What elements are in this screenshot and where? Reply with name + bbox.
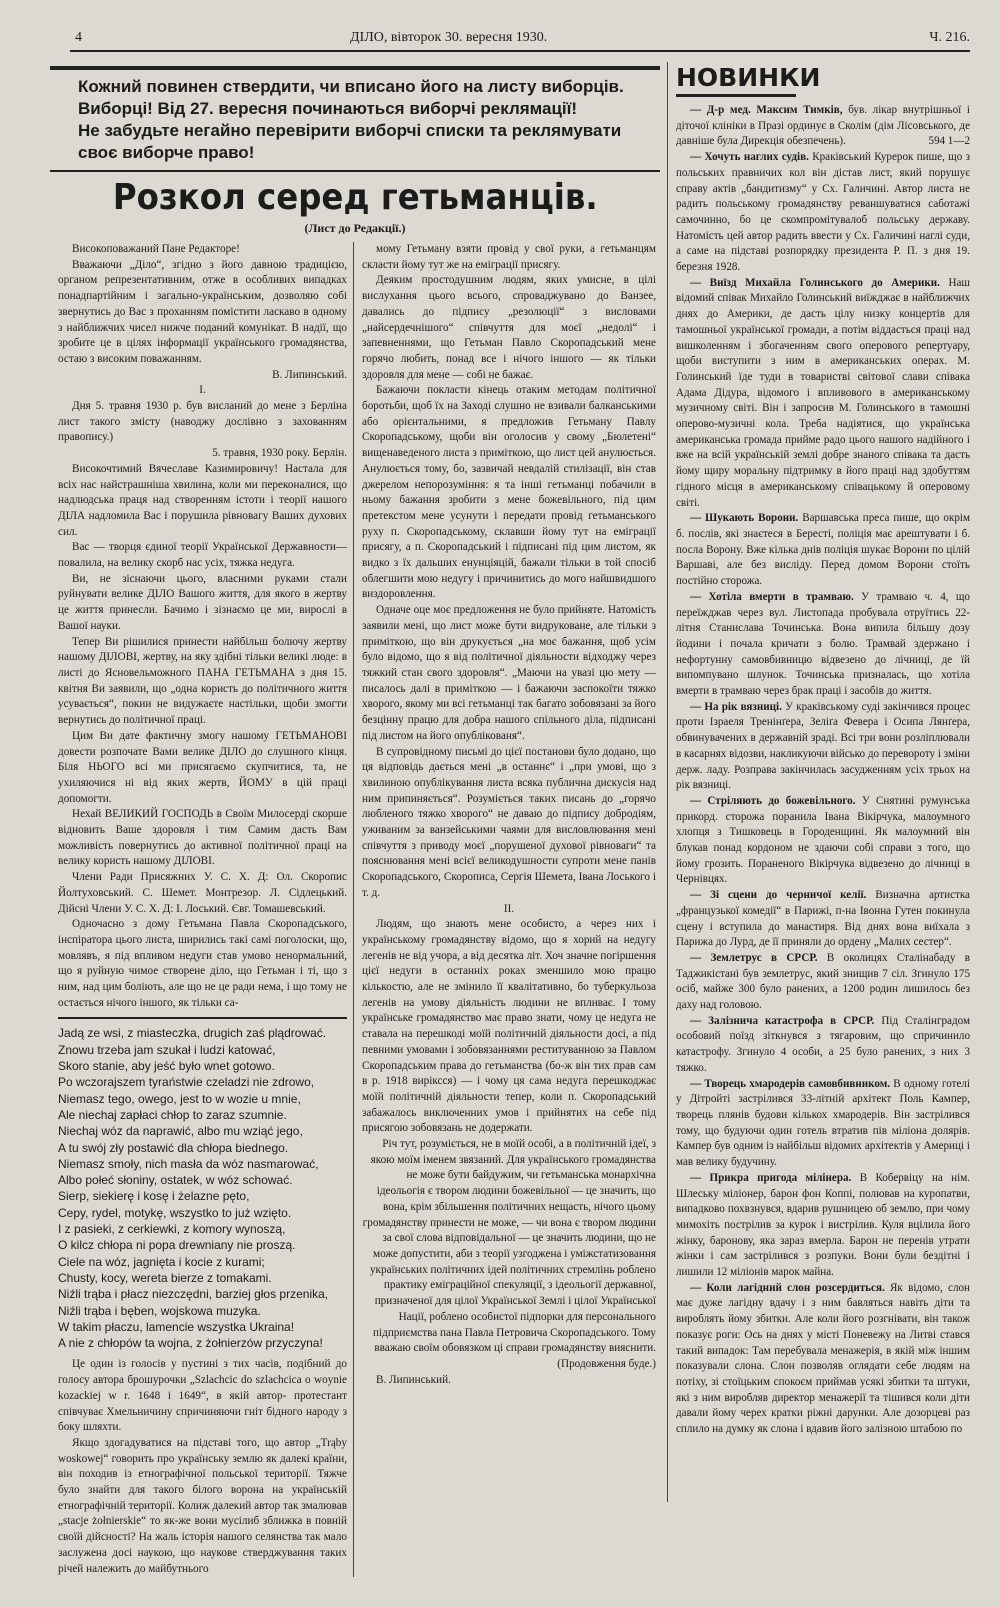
article-subtitle: (Лист до Редакції.) bbox=[304, 221, 406, 235]
paragraph: Високоповажаний Пане Редакторе! bbox=[72, 243, 240, 255]
news-item-text: Визначна артистка „французької комедії“ в Парижі, п-на Івонна Гутен покинула сцену і вступила до манастиря. Від днях вона виїхала з Парижа до Лурд, де її приняли до ордену „Малих сестер“. bbox=[676, 889, 970, 949]
news-item-title: — Хочуть наглих судів. bbox=[690, 151, 809, 164]
paragraph: Niemasz tego, owego, jest to w wozie u mnie, bbox=[58, 1091, 301, 1106]
paragraph: мому Гетьману взяти провід у свої руки, а гетьманцям скласти йому тут же на еміграції присягу. bbox=[362, 243, 656, 271]
news-item bbox=[676, 700, 970, 794]
news-item bbox=[676, 1281, 970, 1438]
news-item-title: — Виїзд Михайла Голинського до Америки. bbox=[690, 276, 940, 289]
paragraph: II. bbox=[503, 902, 515, 915]
paragraph: Вас — творця єдиної теорії Української Державности— повалила, на велику скорб нас усіх, тяжка недуга. bbox=[58, 541, 347, 570]
news-item-text: В околицях Сталінабаду в Таджикістані був землетрус, який знищив 7 сіл. Згинуло 175 осіб, майже 300 було ранених, а 1200 родин лишилось без даху над головою. bbox=[676, 951, 970, 1012]
paragraph: Одночасно з дому Гетьмана Павла Скоропадського, інспіратора цього листа, ширились такі самі поголоски, що, мовлявъ, я під впливом недуги став умово ненормальний, що я руйную чимое створене діло, що Гетьман і ті, що з ним, над цим боліють, але що не це ради нема, і що тому не остається нічого іншого, як тільки са- bbox=[58, 918, 347, 1009]
polish-poem bbox=[58, 1025, 347, 1351]
paragraph: Skoro stanie, aby jeść było wnet gotowo. bbox=[58, 1059, 275, 1074]
news-item bbox=[676, 150, 970, 276]
paragraph: O kilcz chłopa ni popa drewniany nie proszą. bbox=[58, 1238, 296, 1253]
news-item-title: — Д-р мед. Максим Тимків, bbox=[690, 104, 843, 116]
article-column-2 bbox=[362, 242, 656, 1388]
paragraph: Ciele na wóz, jagnięta i kocie z kurami; bbox=[58, 1254, 265, 1269]
news-item-text: Наш відомий співак Михайло Голинський виїжджає в найближчих днях до Америки, де дасть цілу низку концертів для тамошньої української громади, а потім віддасться праці над вишколенням і збогаченням свого оперового репертуару, щоби виступити з ним в американських операх. М. Голинський їде туди в товаристві світової слави співака Адама Дідура, відомого і впливового в американському музичному світі. Він і запросив М. Голинського в тамошні оперово-музичні кола. Треба надіятися, що українська американська громада прийме радо цього нашого надійного і вже на всій українській землі добре знаного співака та дасть йому щиру моральну підтримку в його праці над здобуттям гідного місця в американському співацькому й оперовому світі. bbox=[676, 276, 970, 509]
news-item-title: — Стріляють до божевільного. bbox=[690, 794, 856, 807]
news-heading-rule bbox=[676, 94, 796, 97]
paragraph: Члени Ради Присяжних У. С. Х. Д: Ол. Скоропис Йолтуховський. С. Шемет. Монтрезор. Л. Сідлецький. Дійсні Члени У. С. Х. Д: І. Лоський. Євг. Томашевський. bbox=[58, 871, 347, 915]
paragraph: Ви, не зіснаючи цього, власними руками стали руйнувати велике ДІЛО Вашого життя, для якого в жертву це життя принесли. Бачимо і зізнаємо це ми, вирослі в Вашої науки. bbox=[58, 572, 347, 632]
paragraph: Це один із голосів у пустині з тих часів, подібний до голосу автора брошурочки „Szlachcic do szlachcica o woynie kozackiej w r. 1648 i 1649“, в якій автор- протестант співчуває Хмельничину спричиняючи гніт бідного народу з боку шляхти. bbox=[58, 1358, 347, 1434]
article-title-text: Розкол серед гетьманців. bbox=[112, 177, 598, 218]
paragraph: Po wczorajszem tyraństwie czeladzi nie zdrowo, bbox=[58, 1075, 315, 1090]
paragraph: I. bbox=[199, 384, 206, 397]
news-item bbox=[676, 276, 970, 512]
paragraph: Річ тут, розуміється, не в моїй особі, а в політичній ідеї, з якою моїм іменем звязаний. Для українського громадянства не може бути байдужим, чи гетьманська монархічна ідеольогія є твором людини божевільної — це значить, що вона, крім збільшення політичних нещасть, нічого цьому громадянству принести не може, — чи вона є твором людини за свої слова відповідальної — це значить людини, що не може допустити, аби з теорії узгоджена і уміжстатизовання українських політичних ідей політичних стремлінь роблено практику еміграційної спекуляції, з ідеольогії державної, призначеної для цілої Української Землі і цілої Української Нації, роблено особистої підпорки для персонального підприємства пана Павла Петровича Скоропадського. Тому вважаю своїм обовязком ці справи громадянству вияснити. bbox=[362, 1138, 656, 1355]
paragraph: В. Липинський. bbox=[376, 1373, 451, 1386]
news-item-text: В одному готелі у Дітройті застрілився 33-літній архітект Поль Кампер, творець плянів будови кількох хмародерів. Він застрілився тому, що будуючи один готель втратив пів міліона долярів. Кампер був одним із найбільш відомих архітектів у Америці і мав велику будучину. bbox=[676, 1077, 970, 1169]
news-column bbox=[676, 103, 970, 1438]
paragraph: Niźli trąba i płacz niezczędni, barziej głos przenika, bbox=[58, 1287, 329, 1302]
news-item bbox=[676, 951, 970, 1014]
election-notice bbox=[50, 70, 660, 170]
paragraph: Niemasz smoły, nich masła da wóz nasmarować, bbox=[58, 1156, 319, 1171]
news-item bbox=[676, 1171, 970, 1281]
paragraph: Znowu trzeba jam szukał i ludzi katować, bbox=[58, 1042, 276, 1057]
main-article-area bbox=[50, 66, 660, 1577]
news-item-title: — Землетрус в СРСР. bbox=[690, 951, 818, 964]
paragraph: Нехай ВЕЛИКИЙ ГОСПОДЬ в Своїм Милосерді скорше відновить Ваше здоровля і тим Самим дасть Вам можливість повернутись до активної політичної праці на велику користь нашому ДІЛОВІ. bbox=[58, 808, 347, 868]
paragraph: Дня 5. травня 1930 р. був висланий до мене з Берліна лист такого змісту (наводжу дослівно з захованням правопису.) bbox=[58, 400, 347, 444]
news-item-title: — Зі сцени до черничої келії. bbox=[690, 889, 867, 902]
news-item-text: У краківському суді закінчився процес проти Ізраеля Тренінґера, Зеліґа Февера і Осипа Лянґера, обвинувачених в державній зраді. Всі три вони розліплювали в касарнях відозви, накликуючи військо до перевороту і зміни держ. ладу. Розправа закінчилась засудженням усіх трьох на рік вязниці. bbox=[676, 700, 970, 792]
notice-bottom-rule bbox=[50, 170, 660, 172]
paragraph: В супровідному письмі до цієї постанови було додано, що ця відповідь дається мені „в останнє“ і „при умові, що з хвилиною опублікування листа всяка публична дискусія над ним припиняється“. Розуміється таких писань до „горячо любленого тяжко хворого“ не даваю до підпису добродіям, уживаним за ванзейськими чаями для висловлювання мені співчуття з приводу моєї „порушеної духової рівноваги“ та пояснювання мені всієї великодушности супроти мене панів Скоропадського, Скорописа, Сергія Шемета, Івана Лоського і т. д. bbox=[362, 745, 656, 899]
news-item-title: — Коли лагідний слон розсердиться. bbox=[690, 1281, 885, 1294]
news-item-title: — Шукають Ворони. bbox=[690, 512, 799, 525]
page-header bbox=[60, 28, 970, 50]
news-item-text: У Снятині румунська прикорд. сторожа поранила Івана Вікірчука, малоумного хлопця з Тишковець в Городенщині. Як малоумний він блукав понад кордоном не здаючи собі справи з того, що йому грозить. Пораненого Вікірчука відвезено до лічниці в Чернівцях. bbox=[676, 794, 970, 886]
news-item bbox=[676, 1014, 970, 1077]
paragraph: Albo połeć słoniny, ostatek, w wóz schować. bbox=[58, 1173, 293, 1188]
right-column bbox=[354, 242, 660, 1577]
news-item-title: — На рік вязниці. bbox=[690, 700, 782, 713]
paragraph: Якщо здогадуватися на підставі того, що автор „Trąby woskowej“ говорить про українську землю як далекі країни, він походив із етнографічної польської території. Тяжче було знайти для такого білого ворона на українській етнографічній території. Колиж далекий автор так змалював „stacje żołnierskie“ то як-же вони мусілиб зближка в повній своїй дійсності? На жаль історія нашого селянства так мало заслужена досі наукою, що наукове стверджування таких річей належить до майбутнього bbox=[58, 1436, 347, 1575]
paragraph: Деяким простодушним людям, яких умисне, в цілі вислухання цього всього, спроваджувано до Ванзее, давались до підпису „резолюції“ з висловами „найсердечнішого“ співчуття для моєї „недолі“ і запевненнями, що Гетьман Павло Скоропадський мене горячо любить, понад все і нічого іншого — як тільки здоровля для мене — собі не бажає. bbox=[362, 274, 656, 381]
notice-line: Не забудьте негайно перевірити виборчі списки та реклямувати своє виборче право! bbox=[78, 121, 622, 162]
paragraph: В. Липинський. bbox=[272, 368, 347, 381]
news-item-text: Варшавська преса пише, що окрім б. послів, які знаєтеся в Бересті, поліція має арештувати і б. посла Ворону. Вже кілька днів поліція шукає Ворони по цілій Варшаві, але без висліду. Перед домом Ворони стоїть постійно сторожа. bbox=[676, 512, 970, 588]
news-item-title: — Хотіла вмерти в трамваю. bbox=[690, 590, 854, 603]
header-rule bbox=[70, 50, 970, 52]
paragraph: Sierp, siekierę i kosę i żelazne pęto, bbox=[58, 1189, 250, 1204]
paragraph: Cepy, rydel, motykę, wszystko to już wzięto. bbox=[58, 1205, 292, 1220]
column-divider bbox=[667, 62, 668, 1502]
news-item bbox=[676, 794, 970, 888]
news-item-text: Краківський Курерок пише, що з польських правничих кол він дістав лист, який порушує справу актів „бандитизму“ у Сх. Галичині. Автор листа не радить польському громадянству реваншуватися саботажі самочинно, бо це скомпромітувалоб польську державу. Натомість цей автор радить ввести у Сх. Галичині наглі суди, а саме на підставі розпорядку президента Р. П. з дня 19. березня 1928. bbox=[676, 151, 970, 274]
paragraph: Niźli trąba i bęben, wojskowa muzyka. bbox=[58, 1303, 261, 1318]
paragraph: Цим Ви дате фактичну змогу нашому ГЕТЬМАНОВІ довести розпочате Вами велике ДІЛО до слушного кінця. Біля НЬОГО всі ми присягаємо скупчитися, та, не ухиляючися ні від яких жертв, ЙОМУ в цій праці допомогти. bbox=[58, 729, 347, 805]
paragraph: Ale niechaj zapłaci chłop to zaraz szumnie. bbox=[58, 1107, 287, 1122]
masthead: ДІЛО, вівторок 30. вересня 1930. bbox=[350, 30, 548, 45]
news-item bbox=[676, 590, 970, 700]
news-item-text: був. лікар внутрішньої і діточої клініки в Празі ординує в Сколім (дім Лісовського, де давніше була Дирекція обезпечень). bbox=[676, 104, 970, 148]
news-item-title: — Прикра пригода мілінера. bbox=[690, 1171, 852, 1184]
news-item-text: В Кобервіцу на нім. Шлеську міліонер, барон фон Коппі, полював на куропатви, випадково похвзнувся, вдарив рушницею об землю, при чому мимохіть пострілив за курок і вистрілив. Куля вцілила його жінку, баронову, яка зараз вмерла. Барон не перенів утрати жінки і сам застрілився з розпуки. Вони були бездітні і лишили 12 міліонів марок майна. bbox=[676, 1171, 970, 1279]
paragraph: W takim płaczu, lamencie wszystka Ukraina! bbox=[58, 1319, 295, 1334]
issue-number: Ч. 216. bbox=[929, 30, 970, 45]
left-column bbox=[50, 242, 354, 1577]
paragraph: Тепер Ви рішилися принести найбільш болючу жертву нашому ДІЛОВІ, жертву, на яку здібні тільки великі люде: в листі до Ясновельможного ПАНА ГЕТЬМАНА з дня 15. квітня Ви заявили, що „одна користь до політичного життя усувається“, покии не видужаєте настільки, щоби змогти вернутись до політичної праці. bbox=[58, 635, 347, 727]
poem-rule bbox=[58, 1017, 347, 1019]
article-column-1b bbox=[58, 1357, 347, 1577]
paragraph: A nie z chłopów ta wojna, z żołnierzów przyczyna! bbox=[58, 1336, 323, 1351]
page-number: 4 bbox=[75, 30, 82, 45]
news-section bbox=[676, 62, 970, 1438]
news-item bbox=[676, 1077, 970, 1171]
notice-line: Кожний повинен ствердити, чи вписано його на листу виборців. bbox=[78, 77, 624, 96]
paragraph: I z pasieki, z cerkiewki, z komory wynoszą, bbox=[58, 1222, 286, 1237]
news-item-title: — Залізнича катастрофа в СРСР. bbox=[690, 1014, 875, 1027]
ad-tag: 594 1—2 bbox=[928, 135, 970, 148]
notice-line: Виборці! Від 27. вересня починаються виборчі реклямації! bbox=[78, 99, 578, 118]
news-heading: НОВИНКИ bbox=[676, 63, 821, 92]
news-item bbox=[676, 103, 970, 150]
news-item-text: Як відомо, слон має дуже лагідну вдачу і з ним бавляться навіть діти та вироблять йому збитки. Але коли його розгнівати, він також показує роги: Ось на днях у місті Поневежу на Литві стався такий випадок: Там перебувала менажерія, в якій між іншим показували слона. Слон позволяв оглядати себе людям на потіху, зі стоїцьким спокоєм приймав усякі збитки та штуки, які з ним виробляв директор менажерії та тішився коли діти давали йому черех кратки ріжні дарунки. Але дозорцеві раз сплило на думку як слона і вдавив його залізною штабою по bbox=[676, 1281, 970, 1436]
paragraph: Високочтимий Вячеславе Казимировичу! Настала для всіх нас найстрашніша хвилина, коли ми переконалися, що надлюдська праця над створенням істоти і теорії нашого ДІЛА надломила Вас і порушила рівновагу Ваших духових сил. bbox=[58, 462, 347, 538]
news-item-text: Під Сталінградом особовий поїзд зіткнувся з тягаровим, що спричинило катастрофу. Згинуло 4 особи, а 25 було ранених, з них 3 тяжко. bbox=[676, 1014, 970, 1074]
paragraph: Бажаючи покласти кінець отаким методам політичної боротьби, щоб їх на Заході слушно не взивали балканськими або орієнтальними, я предложив Гетьману Павлу Скоропадському, щоби він оголосив у свому „Бюлетені“ вищенаведеного листа з приміткою, що лист цей анулюється. Анулюється тому, бо, зазвичай невдалій стилізації, він став джерелом непорозуміння: я та інші гетьманці побачили в ньому бажання зробити з мене божевільного, під цим претекстом мене усунути і передати провід гетьманського руху п. Скоропадському, склавши йому тут на еміграції присягу, а п. Скоропадський і підписані під цим листом, як видко з їх дальших енунціяцій, бажали тільки в той спосіб облегшити мою недугу і причинитись до мого найшвидшого виздоровлення. bbox=[362, 384, 656, 601]
paragraph: Одначе оце моє предложення не було прийняте. Натомість заявили мені, що лист може бути видруковане, але тільки з приміткою, що він друкується „на моє бажання, щоб усім було відомо, що я від політичної діяльности відходжу через тяжкий стан свого здоровля“. „Маючи на увазі цю мету — писалось далі в приміткою — і бажаючи заспокоїти тяжко хворого, якому ми всі гетьманці так багато зобовязані за його безцінну працю для добра нашого спільного діла, підписані під листом на його опублікованя“. bbox=[362, 604, 656, 742]
paragraph: 5. травня, 1930 року. Берлін. bbox=[212, 447, 347, 460]
paragraph: Людям, що знають мене особисто, а через них і українському громадянству відомо, що я хорий на недугу легенів не від учора, а від десятка літ. Хоч значне погіршення цієї недуги в останніх роках зменшило мою працю кількостю, але не змінило її квалітативно, бо туберкульоза легенів на умову діяльність людини не впливає. І тому українське громадянство має право знати, чому це недуга не ставала на перешкоді моїй політичній діяльности досі, а під певними умовами і зобовязаннями реституванною за Павлом Скоропадським права до гетьманства (бо-ж він тих прав сам в р. 1918 виріксся) — і чому ця сама недуга перешкоджає моїй політичній діяльности тепер, коли п. Скоропадський забажалось виключенних умов і прийнятих на себе під присягою зобовязань не додержати. bbox=[362, 918, 656, 1135]
news-item bbox=[676, 888, 970, 951]
news-item-text: У трамваю ч. 4, що переїжджав через вул. Листопада пробувала отруїтись 22-літня Станислава Точинська. Вона випила більшу дозу йодини і почала кричати з болю. Трамвай здержано і нефортунну самовбивницю відвезено до лічниці, де їй випомпувано шлунок. Точинська призналась, що хотіла вмерти в трамваю через брак праці і засобів до життя. bbox=[676, 590, 970, 698]
news-item bbox=[676, 511, 970, 590]
paragraph: Jadą ze wsi, z miasteczka, drugich zaś plądrować. bbox=[58, 1026, 327, 1041]
article-columns bbox=[50, 242, 660, 1577]
news-item-title: — Творець хмародерів самовбивником. bbox=[690, 1077, 891, 1090]
paragraph: Chusty, kocy, wereta bierze z tomakami. bbox=[58, 1270, 272, 1285]
article-column-1 bbox=[58, 242, 347, 1011]
paragraph: A tu swój zły postawić dla chłopa biednego. bbox=[58, 1140, 289, 1155]
article-title bbox=[50, 176, 660, 220]
paragraph: (Продовження буде.) bbox=[557, 1357, 656, 1370]
paragraph: Вважаючи „Діло“, згідно з його давною традицією, органом репрезентативним, отже в особливих випадках понадпартійним і загально-українським, дозволяю собі звернутись до Вас з проханням помістити ласкаво в одному з найближчих чисел нижче поданий комунікат. В надії, що зробите це в цілях інформації українського громадянства, остаю з високим поважанням. bbox=[58, 258, 347, 365]
paragraph: Niechaj wóz da naprawić, albo mu wziąć jego, bbox=[58, 1124, 303, 1139]
